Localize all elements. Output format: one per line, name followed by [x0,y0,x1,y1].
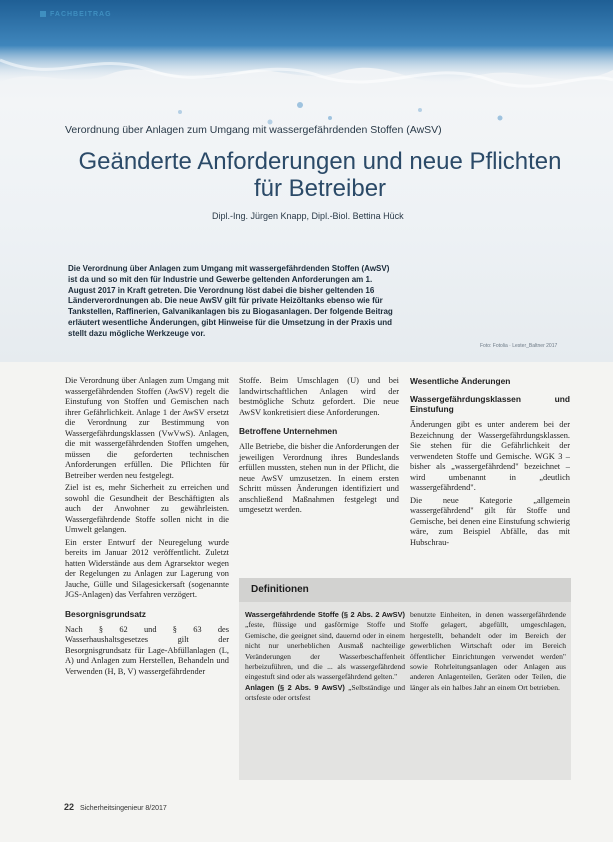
kicker: FACHBEITRAG [50,11,112,18]
paragraph: Alle Betriebe, die bisher die Anforderungen der jeweiligen Verordnung ihres Bundeslands erfüllen mussten, stehen nun in der Pflicht, die neue AwSV umzusetzen. In einem ersten Schritt müssen Änderungen identifiziert und anschließend Maßnahmen festgelegt und umgesetzt werden. [239,442,399,514]
paragraph: Ein erster Entwurf der Neuregelung wurde bereits im Januar 2012 veröffentlicht. Zuletzt hatten Widerstände aus dem Agrarsektor wegen der Regelungen zu Anlagen zur Lagerung von Jauche, Gülle und Silagesickersaft (sogenannte JGS-Anlagen) das Verfahren verzögert. [65,537,229,599]
paragraph: Nach § 62 und § 63 des Wasserhaushaltsgesetzes gilt der Besorgnisgrundsatz für Lage-Abfüllanlagen (L, A) und Anlagen zum Herstellen, Behandeln und Verwenden (H, B, V) wassergefährdender [65,624,229,676]
column-3 [410,376,570,550]
definition-text: benutzte Einheiten, in denen wassergefährdende Stoffe gelagert, abgefüllt, umgeschlagen, hergestellt, behandelt oder im Bereich der gewerblichen Wirtschaft oder im Bereich öffentlicher Einrichtungen verwendet werden" sowie Rohrleitungsanlagen oder Anlagen aus anderen Anlagenteilen, Geräten oder Teilen, die länger als ein halbes Jahr an einem Ort betrieben. [410,610,566,692]
journal-name: Sicherheitsingenieur 8/2017 [80,805,167,812]
authors: Dipl.-Ing. Jürgen Knapp, Dipl.-Biol. Bettina Hück [212,211,404,221]
paragraph: Die Verordnung über Anlagen zum Umgang mit wassergefährdenden Stoffen (AwSV) regelt die Einstufung von Stoffen und Gemischen nach ihrer Gefährlichkeit. Anlage 1 der AwSV ersetzt die Verordnung zur Bestimmung von Wassergefährdungsklassen (VwVwS). Anlagen, die mit wassergefährdenden Stoffen umgehen, müssen die geforderten technischen Anforderungen erfüllen. Die Pflichten für Betreiber werden neu festgelegt. [65,376,229,480]
title-line-1: Geänderte Anforderungen und neue Pflichten [78,148,562,175]
definition-text: „Selbständige und ortsfeste oder ortsfest [245,682,406,703]
title-line-2: für Betreiber [253,175,387,202]
paragraph: Stoffe. Beim Umschlagen (U) und bei landwirtschaftlichen Anlagen wird der bestmögliche Schutz gefordert. Die neue AwSV konkretisiert diese Anforderungen. [239,376,399,417]
definitions-right [410,610,566,693]
definition-text: „feste, flüssige und gasförmige Stoffe und Gemische, die geeignet sind, dauernd oder in einem nicht nur unerheblichen Ausmaß nachteilige Veränderungen der Wasserbeschaffenheit herbeizuführen, und die ... als wassergefährdend eingestuft sind oder als wassergefährdend gelten." [245,620,405,682]
paragraph: Ziel ist es, mehr Sicherheit zu erreichen und sowohl die Gesundheit der Beschäftigten als auch der Anwohner zu gewährleisten. Wassergefährdende Stoffe sollen nicht in die Umwelt gelangen. [65,483,229,534]
photo-credit: Foto: Fotolia · Lester_Baltner 2017 [480,343,558,349]
page-footer [64,802,167,812]
definitions-header [239,578,571,602]
section-heading: Wesentliche Änderungen [410,376,511,386]
section-heading: Betroffene Unternehmen [239,426,338,436]
definition-term: Wassergefährdende Stoffe (§ 2 Abs. 2 AwSV) [245,610,405,619]
column-1 [65,376,229,679]
section-heading: Besorgnisgrundsatz [65,608,146,619]
kicker-marker [40,11,46,17]
subsection-heading: Wassergefährdungsklassen und Einstufung [410,394,570,414]
hero-image [0,0,613,362]
definitions-left [245,610,405,704]
definition-term: Anlagen (§ 2 Abs. 9 AwSV) [245,682,345,692]
paragraph: Die neue Kategorie „allgemein wassergefährdend" gilt für Stoffe und Gemische, bei denen eine Einstufung schwierig wäre, zum Beispiel Abfälle, das mit Hubschrau- [410,495,570,547]
article-title [60,148,580,202]
definitions-heading: Definitionen [251,584,309,595]
article-subtitle: Verordnung über Anlagen zum Umgang mit wassergefährdenden Stoffen (AwSV) [65,124,442,136]
lead-paragraph: Die Verordnung über Anlagen zum Umgang mit wassergefährdenden Stoffen (AwSV) ist da und so mit den für Industrie und Gewerbe geltenden Anforderungen am 1. August 2017 in Kraft getreten. Die Verordnung löst dabei die bisher geltenden 16 Länderverordnungen ab. Die neue AwSV gilt für private Heizöltanks ebenso wie für Tankstellen, Raffinerien, Galvanikanlagen bis zu Biogasanlagen. Der folgende Beitrag erläutert wesentliche Änderungen, gibt Hinweise für die Umsetzung in der Praxis und stellt dazu mögliche Werkzeuge vor. [68,264,393,338]
page-number: 22 [64,802,75,812]
paragraph: Änderungen gibt es unter anderem bei der Bezeichnung der Wassergefährdungsklassen. Sie stehen für die Gefährlichkeit der verwendeten Stoffe und Gemische. WGK 3 – bisher als „wassergefährdend" bezeichnet – wird umbenannt in „deutlich wassergefährdend". [410,420,570,492]
column-2 [239,376,399,518]
